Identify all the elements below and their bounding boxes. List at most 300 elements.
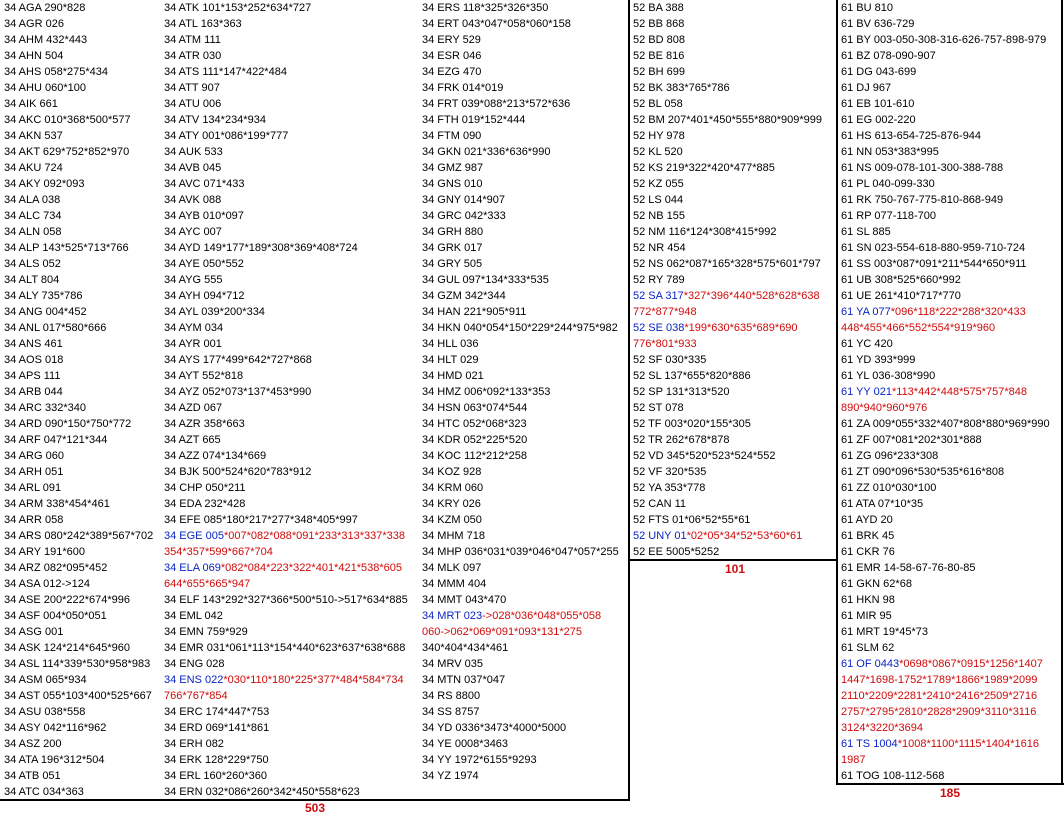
- entry-text: 61 YD 393*999: [841, 354, 916, 366]
- list-item: [418, 624, 628, 640]
- list-item: [0, 560, 160, 576]
- list-item: [837, 128, 1064, 144]
- list-item: [418, 256, 628, 272]
- list-item: [160, 112, 418, 128]
- entry-text: 52 YA 353*778: [633, 482, 706, 494]
- list-item: [629, 144, 837, 160]
- entry-text: 34 AYL 039*200*334: [164, 306, 265, 318]
- list-item: [418, 0, 628, 16]
- entry-text: 34 MMM 404: [422, 578, 487, 590]
- entry-text: 52 BL 058: [633, 98, 683, 110]
- list-item: [418, 176, 628, 192]
- entry-text: 34 FRK 014*019: [422, 82, 504, 94]
- entry-text: 34 AVC 071*433: [164, 178, 245, 190]
- entry-text: 34 KOZ 928: [422, 466, 482, 478]
- list-item: [629, 16, 837, 32]
- bottom-border-61: [836, 783, 1064, 785]
- entry-text: 34 YD 0336*3473*4000*5000: [422, 722, 567, 734]
- entry-text: 34 ARL 091: [4, 482, 62, 494]
- entry-text: 34 SS 8757: [422, 706, 480, 718]
- list-item: [0, 384, 160, 400]
- entry-text: 34 AGA 290*828: [4, 2, 86, 14]
- entry-text: 34 AHS 058*275*434: [4, 66, 108, 78]
- list-item: [837, 272, 1064, 288]
- list-item: [160, 144, 418, 160]
- divider-52-61: [836, 0, 838, 784]
- list-item: [0, 128, 160, 144]
- list-item: [0, 16, 160, 32]
- entry-text: 34 KDR 052*225*520: [422, 434, 528, 446]
- list-item: [418, 352, 628, 368]
- list-item: [837, 592, 1064, 608]
- entry-text: 34 ALP 143*525*713*766: [4, 242, 129, 254]
- list-item: [160, 368, 418, 384]
- list-item: [629, 512, 837, 528]
- entry-text: 61 GKN 62*68: [841, 578, 912, 590]
- list-item: [160, 224, 418, 240]
- entry-text: 61 MIR 95: [841, 610, 892, 622]
- entry-text: 34 ATS 111*147*422*484: [164, 66, 287, 78]
- entry-text: 34 YE 0008*3463: [422, 738, 509, 750]
- list-item: [837, 672, 1064, 688]
- total-52: 101: [724, 562, 746, 576]
- list-item: [418, 240, 628, 256]
- entry-text: 34 YY 1972*6155*9293: [422, 754, 537, 766]
- list-item: [418, 368, 628, 384]
- entry-text: 52 BE 816: [633, 50, 685, 62]
- list-item: [837, 288, 1064, 304]
- entry-text: 61 HS 613-654-725-876-944: [841, 130, 982, 142]
- list-item: [837, 352, 1064, 368]
- entry-text: 52 NM 116*124*308*415*992: [633, 226, 777, 238]
- entry-text: 34 EML 042: [164, 610, 223, 622]
- entry-text: 61 UB 308*525*660*992: [841, 274, 961, 286]
- entry-text: 34 ARR 058: [4, 514, 64, 526]
- entry-text: 34 GRY 505: [422, 258, 483, 270]
- entry-text: 34 ERS 118*325*326*350: [422, 2, 549, 14]
- list-item: [629, 544, 837, 560]
- list-item: [629, 240, 837, 256]
- list-item: [0, 304, 160, 320]
- list-item: [418, 288, 628, 304]
- entry-text: 52 RY 789: [633, 274, 685, 286]
- entry-text: 52 NR 454: [633, 242, 686, 254]
- list-item: [0, 320, 160, 336]
- list-item: [0, 336, 160, 352]
- list-item: [160, 208, 418, 224]
- number-list: 890*940*960*976: [841, 402, 928, 414]
- list-item: [160, 272, 418, 288]
- list-item: [418, 80, 628, 96]
- list-item: [837, 480, 1064, 496]
- list-item: [837, 448, 1064, 464]
- entry-text: 52 BH 699: [633, 66, 685, 78]
- entry-text: 61 YL 036-308*990: [841, 370, 936, 382]
- list-item: [418, 128, 628, 144]
- number-list: *030*110*180*225*377*484*584*734: [223, 674, 404, 686]
- list-item: [837, 736, 1064, 752]
- list-item: [160, 512, 418, 528]
- entry-text: 34 AYE 050*552: [164, 258, 244, 270]
- entry-text: 61 ZT 090*096*530*535*616*808: [841, 466, 1005, 478]
- entry-text: 61 DG 043-699: [841, 66, 917, 78]
- entry-text: 52 BK 383*765*786: [633, 82, 730, 94]
- list-item: [418, 560, 628, 576]
- entry-text: 52 VD 345*520*523*524*552: [633, 450, 776, 462]
- list-item: [418, 656, 628, 672]
- list-item: [629, 368, 837, 384]
- number-list: 644*655*665*947: [164, 578, 251, 590]
- entry-text: 34 EMN 759*929: [164, 626, 248, 638]
- list-item: [418, 688, 628, 704]
- entry-text: 34 ATB 051: [4, 770, 61, 782]
- entry-text: 52 VF 320*535: [633, 466, 707, 478]
- entry-text: 34 ARH 051: [4, 466, 64, 478]
- entry-text: 52 NB 155: [633, 210, 685, 222]
- number-list: *0698*0867*0915*1256*1407: [899, 658, 1043, 670]
- entry-text: 34 ERN 032*086*260*342*450*558*623: [164, 786, 360, 798]
- entry-text: 34 ARB 044: [4, 386, 63, 398]
- list-item: [0, 656, 160, 672]
- entry-text: 34 FRT 039*088*213*572*636: [422, 98, 571, 110]
- list-item: [418, 448, 628, 464]
- entry-text: 52 BB 868: [633, 18, 685, 30]
- entry-text: 34 AHN 504: [4, 50, 64, 62]
- entry-text: 61 SS 003*087*091*211*544*650*911: [841, 258, 1027, 270]
- list-item: [629, 272, 837, 288]
- list-item: [418, 272, 628, 288]
- list-item: [160, 624, 418, 640]
- entry-text: 34 MTN 037*047: [422, 674, 506, 686]
- list-item: [418, 144, 628, 160]
- entry-text: 34 AZT 665: [164, 434, 221, 446]
- list-item: [629, 336, 837, 352]
- list-item: [418, 528, 628, 544]
- list-item: [160, 752, 418, 768]
- list-item: [629, 0, 837, 16]
- list-item: [418, 304, 628, 320]
- entry-text: 34 AYG 555: [164, 274, 223, 286]
- list-item: [629, 464, 837, 480]
- entry-text: 34 AOS 018: [4, 354, 64, 366]
- entry-text: 34 GRC 042*333: [422, 210, 506, 222]
- list-item: [0, 592, 160, 608]
- entry-text: 34 ALY 735*786: [4, 290, 83, 302]
- list-item: [160, 160, 418, 176]
- entry-text: 34 ARF 047*121*344: [4, 434, 108, 446]
- number-list: *1008*1100*1115*1404*1616: [897, 738, 1039, 750]
- list-item: [160, 592, 418, 608]
- code-label: 34 ENS 022: [164, 674, 224, 686]
- entry-text: 34 ATT 907: [164, 82, 220, 94]
- entry-text: 61 ZA 009*055*332*407*808*880*969*990: [841, 418, 1050, 430]
- list-item: [837, 112, 1064, 128]
- list-item: [0, 256, 160, 272]
- entry-text: 61 RK 750-767-775-810-868-949: [841, 194, 1004, 206]
- list-item: [418, 608, 628, 624]
- list-item: [160, 496, 418, 512]
- list-item: [160, 96, 418, 112]
- entry-text: 34 BJK 500*524*620*783*912: [164, 466, 312, 478]
- number-list: 354*357*599*667*704: [164, 546, 273, 558]
- entry-text: 52 CAN 11: [633, 498, 686, 510]
- list-item: [160, 352, 418, 368]
- number-list: *02*05*34*52*53*60*61: [686, 530, 803, 542]
- entry-text: 34 ASF 004*050*051: [4, 610, 107, 622]
- list-item: [0, 672, 160, 688]
- entry-text: 34 AZR 358*663: [164, 418, 245, 430]
- list-item: [418, 32, 628, 48]
- list-item: [629, 288, 837, 304]
- list-item: [418, 336, 628, 352]
- entry-text: 34 HKN 040*054*150*229*244*975*982: [422, 322, 618, 334]
- code-label: 61 OF 0443: [841, 658, 900, 670]
- list-item: [0, 704, 160, 720]
- entry-text: 34 KRM 060: [422, 482, 484, 494]
- entry-text: 34 ASK 124*214*645*960: [4, 642, 131, 654]
- number-list: *082*084*223*322*401*421*538*605: [220, 562, 402, 574]
- list-item: [0, 144, 160, 160]
- entry-text: 34 AYS 177*499*642*727*868: [164, 354, 312, 366]
- entry-text: 61 YC 420: [841, 338, 893, 350]
- list-item: [0, 528, 160, 544]
- list-item: [160, 672, 418, 688]
- list-item: [629, 448, 837, 464]
- entry-text: 61 AYD 20: [841, 514, 893, 526]
- list-item: [629, 64, 837, 80]
- list-item: [0, 768, 160, 784]
- list-item: [418, 384, 628, 400]
- entry-text: 34 ENG 028: [164, 658, 225, 670]
- entry-text: 34 ERT 043*047*058*060*158: [422, 18, 571, 30]
- list-item: [160, 704, 418, 720]
- list-item: [837, 688, 1064, 704]
- entry-text: 52 EE 5005*5252: [633, 546, 720, 558]
- list-item: [0, 624, 160, 640]
- list-item: [0, 496, 160, 512]
- number-list: 772*877*948: [633, 306, 697, 318]
- list-item: [160, 784, 418, 800]
- list-item: [418, 768, 628, 784]
- list-item: [0, 736, 160, 752]
- entry-text: 52 KS 219*322*420*477*885: [633, 162, 775, 174]
- entry-text: 34 EDA 232*428: [164, 498, 246, 510]
- entry-text: 34 CHP 050*211: [164, 482, 246, 494]
- column-1: [0, 0, 160, 800]
- entry-text: 52 BA 388: [633, 2, 684, 14]
- column-5: [837, 0, 1064, 784]
- list-item: [837, 192, 1064, 208]
- list-item: [160, 80, 418, 96]
- entry-text: 52 NS 062*087*165*328*575*601*797: [633, 258, 821, 270]
- list-item: [837, 720, 1064, 736]
- entry-text: 34 GNY 014*907: [422, 194, 505, 206]
- entry-text: 34 ASU 038*558: [4, 706, 86, 718]
- entry-text: 34 KRY 026: [422, 498, 481, 510]
- entry-text: 34 ERK 128*229*750: [164, 754, 269, 766]
- bottom-border-52: [629, 559, 837, 561]
- entry-text: 34 ASZ 200: [4, 738, 62, 750]
- list-item: [837, 400, 1064, 416]
- number-list: *327*396*440*528*628*638: [683, 290, 820, 302]
- list-item: [0, 112, 160, 128]
- divider-34-52: [628, 0, 630, 800]
- entry-text: 34 AKC 010*368*500*577: [4, 114, 131, 126]
- list-item: [418, 592, 628, 608]
- entry-text: 34 ATR 030: [164, 50, 222, 62]
- entry-text: 34 MLK 097: [422, 562, 482, 574]
- entry-text: 52 BD 808: [633, 34, 685, 46]
- list-item: [160, 656, 418, 672]
- list-item: [0, 688, 160, 704]
- list-item: [837, 704, 1064, 720]
- entry-text: 34 ARC 332*340: [4, 402, 86, 414]
- entry-text: 34 ASE 200*222*674*996: [4, 594, 131, 606]
- entry-text: 61 HKN 98: [841, 594, 895, 606]
- list-item: [837, 48, 1064, 64]
- list-item: [629, 80, 837, 96]
- entry-text: 52 SL 137*655*820*886: [633, 370, 751, 382]
- list-item: [160, 256, 418, 272]
- entry-text: 61 BU 810: [841, 2, 893, 14]
- list-item: [629, 128, 837, 144]
- entry-text: 52 HY 978: [633, 130, 685, 142]
- list-item: [629, 480, 837, 496]
- list-item: [629, 112, 837, 128]
- entry-text: 34 KOC 112*212*258: [422, 450, 527, 462]
- entry-text: 34 FTM 090: [422, 130, 482, 142]
- entry-text: 34 AYM 034: [164, 322, 224, 334]
- entry-text: 34 MMT 043*470: [422, 594, 507, 606]
- entry-text: 34 YZ 1974: [422, 770, 479, 782]
- code-label: 61 TS 1004: [841, 738, 898, 750]
- list-item: [629, 192, 837, 208]
- list-item: [0, 224, 160, 240]
- list-item: [418, 640, 628, 656]
- entry-text: 34 ATU 006: [164, 98, 222, 110]
- list-item: [0, 784, 160, 800]
- entry-text: 34 GMZ 987: [422, 162, 484, 174]
- list-item: [160, 176, 418, 192]
- entry-text: 61 DJ 967: [841, 82, 892, 94]
- entry-text: 61 EB 101-610: [841, 98, 915, 110]
- entry-text: 34 FTH 019*152*444: [422, 114, 526, 126]
- entry-text: 34 ERH 082: [164, 738, 224, 750]
- entry-text: 34 AYR 001: [164, 338, 222, 350]
- list-item: [837, 416, 1064, 432]
- list-item: [837, 608, 1064, 624]
- entry-text: 34 ALA 038: [4, 194, 61, 206]
- list-item: [160, 432, 418, 448]
- code-label: 61 YA 077: [841, 306, 891, 318]
- entry-text: 61 SN 023-554-618-880-959-710-724: [841, 242, 1026, 254]
- number-list: 060->062*069*091*093*131*275: [422, 626, 582, 638]
- list-item: [629, 352, 837, 368]
- entry-text: 52 BM 207*401*450*555*880*909*999: [633, 114, 823, 126]
- list-item: [418, 736, 628, 752]
- entry-text: 34 MHM 718: [422, 530, 485, 542]
- list-item: [837, 528, 1064, 544]
- entry-text: 34 APS 111: [4, 370, 61, 382]
- list-item: [0, 192, 160, 208]
- code-label: 34 MRT 023: [422, 610, 483, 622]
- list-item: [837, 464, 1064, 480]
- entry-text: 34 KZM 050: [422, 514, 482, 526]
- entry-text: 61 SLM 62: [841, 642, 895, 654]
- list-item: [837, 224, 1064, 240]
- list-item: [160, 320, 418, 336]
- entry-text: 34 AYD 149*177*189*308*369*408*724: [164, 242, 358, 254]
- list-item: [418, 512, 628, 528]
- entry-text: 34 ATC 034*363: [4, 786, 84, 798]
- entry-text: 34 ERC 174*447*753: [164, 706, 270, 718]
- list-item: [160, 480, 418, 496]
- list-item: [837, 576, 1064, 592]
- entry-text: 34 MRV 035: [422, 658, 483, 670]
- entry-text: 34 ALN 058: [4, 226, 62, 238]
- entry-text: 34 HTC 052*068*323: [422, 418, 527, 430]
- list-item: [418, 672, 628, 688]
- entry-text: 61 TOG 108-112-568: [841, 770, 945, 782]
- list-item: [629, 176, 837, 192]
- entry-text: 34 ASG 001: [4, 626, 64, 638]
- number-list: 2757*2795*2810*2828*2909*3110*3116: [841, 706, 1037, 718]
- right-border: [1061, 0, 1063, 784]
- entry-text: 61 NS 009-078-101-300-388-788: [841, 162, 1004, 174]
- entry-text: 34 AVB 045: [164, 162, 222, 174]
- entry-text: 340*404*434*461: [422, 642, 509, 654]
- code-label: 52 SE 038: [633, 322, 685, 334]
- list-item: [418, 704, 628, 720]
- list-item: [629, 256, 837, 272]
- entry-text: 61 BV 636-729: [841, 18, 915, 30]
- list-item: [837, 16, 1064, 32]
- list-item: [837, 496, 1064, 512]
- list-item: [0, 240, 160, 256]
- list-item: [0, 32, 160, 48]
- list-item: [0, 176, 160, 192]
- entry-text: 61 BY 003-050-308-316-626-757-898-979: [841, 34, 1047, 46]
- number-list: 766*767*854: [164, 690, 228, 702]
- entry-text: 34 ATY 001*086*199*777: [164, 130, 289, 142]
- entry-text: 34 ANL 017*580*666: [4, 322, 107, 334]
- entry-text: 34 ARS 080*242*389*567*702: [4, 530, 154, 542]
- list-item: [418, 576, 628, 592]
- list-item: [160, 640, 418, 656]
- list-item: [837, 304, 1064, 320]
- entry-text: 52 TF 003*020*155*305: [633, 418, 751, 430]
- list-item: [0, 640, 160, 656]
- entry-text: 34 AZZ 074*134*669: [164, 450, 267, 462]
- entry-text: 34 HMZ 006*092*133*353: [422, 386, 551, 398]
- list-item: [837, 256, 1064, 272]
- entry-text: 52 KL 520: [633, 146, 683, 158]
- list-item: [160, 304, 418, 320]
- list-item: [160, 64, 418, 80]
- list-item: [160, 528, 418, 544]
- entry-text: 34 ASM 065*934: [4, 674, 87, 686]
- entry-text: 34 ANG 004*452: [4, 306, 87, 318]
- entry-text: 61 ZG 096*233*308: [841, 450, 939, 462]
- entry-text: 34 ATV 134*234*934: [164, 114, 266, 126]
- entry-text: 61 PL 040-099-330: [841, 178, 935, 190]
- entry-text: 34 ALS 052: [4, 258, 61, 270]
- list-item: [418, 544, 628, 560]
- entry-text: 61 UE 261*410*717*770: [841, 290, 961, 302]
- list-item: [418, 192, 628, 208]
- list-item: [837, 752, 1064, 768]
- list-item: [837, 640, 1064, 656]
